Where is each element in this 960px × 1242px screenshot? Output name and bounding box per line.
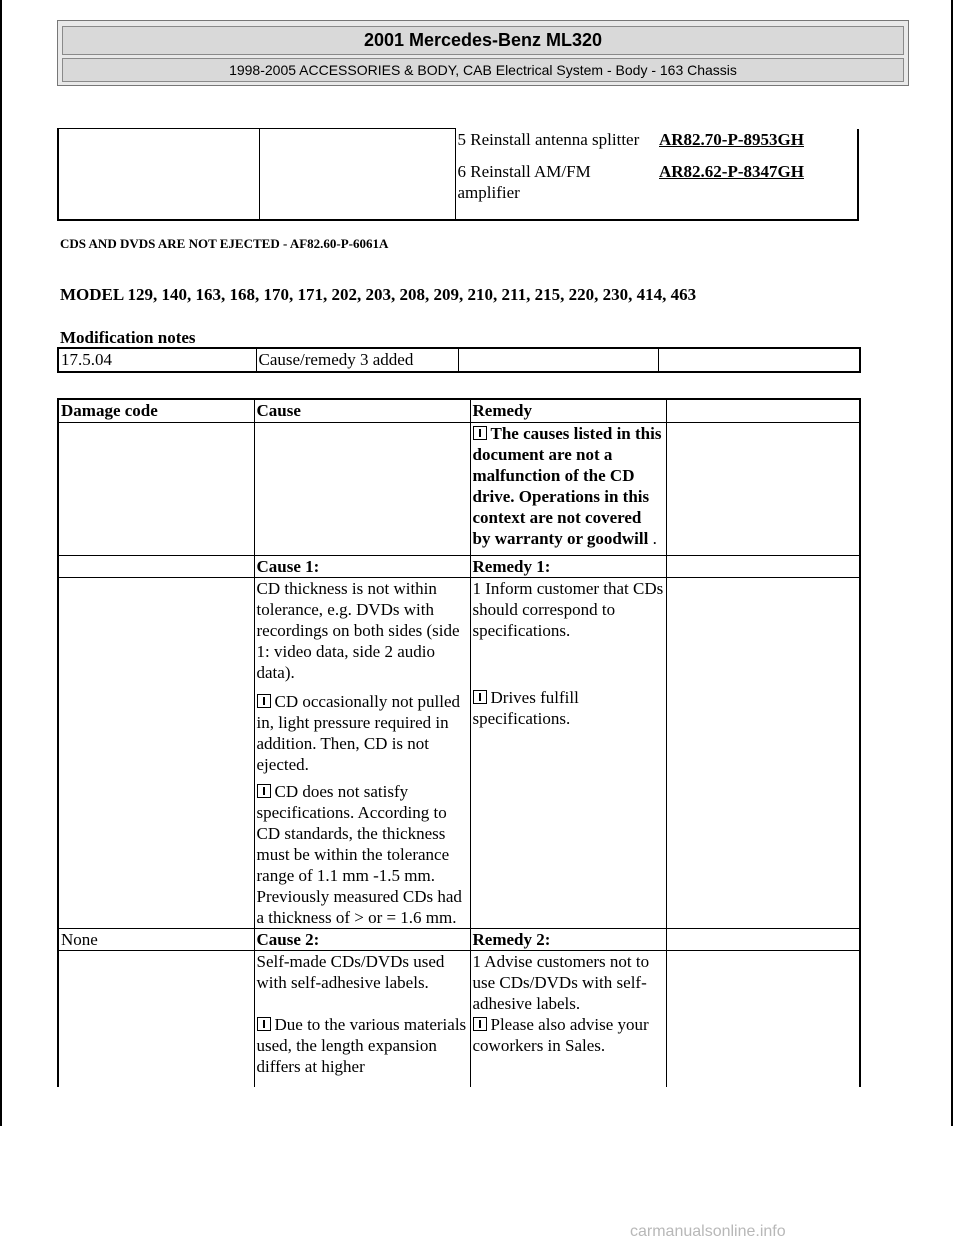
modification-notes-heading: Modification notes [60,328,196,347]
note-icon [473,1017,487,1031]
table-cell [58,951,254,1088]
table-row [58,423,860,556]
table-cell [58,578,254,929]
table-cell [666,423,860,556]
reference-link[interactable]: AR82.70-P-8953GH [659,129,804,149]
cause-1-note-1: CD occasionally not pulled in, light pressure required in addition. Then, CD is not ejected. [256,692,461,774]
column-header-damage-code: Damage code [58,399,254,423]
cause-1-note-2: CD does not satisfy specifications. According to CD standards, the thickness must be within the tolerance range of 1.1 mm -1.5 mm. Previously measured CDs had a thickness of > or = 1.6 mm. [256,782,462,927]
step-cell: 6 Reinstall AM/FM amplifier [455,157,657,220]
table-cell [254,423,470,556]
banner-subtitle: 1998-2005 ACCESSORIES & BODY, CAB Electrical System - Body - 163 Chassis [62,58,904,82]
cause-1-text: CD thickness is not within tolerance, e.g. DVDs with recordings on both sides (side 1: video data, side 2 audio data). [256,579,460,682]
table-cell [666,399,860,423]
note-icon [473,426,487,440]
table-row [58,929,860,951]
warranty-note: The causes listed in this document are not a malfunction of the CD drive. Operations in this context are not covered by warranty or goodwill . [470,423,666,556]
cause-2-label: Cause 2: [254,929,470,951]
remedy-2-note-1: Please also advise your coworkers in Sales. [472,1015,649,1055]
note-icon [257,694,271,708]
cause-1-details [254,578,470,929]
table-cell [259,129,455,221]
table-row [58,951,860,1088]
column-header-remedy: Remedy [470,399,666,423]
banner-title: 2001 Mercedes-Benz ML320 [62,26,904,55]
document-banner [57,20,909,86]
procedure-table [57,128,859,221]
note-icon [473,690,487,704]
page-border-right [951,0,953,1126]
remedy-1-label: Remedy 1: [470,556,666,578]
remedy-1-note-1: Drives fulfill specifications. [472,688,579,728]
cause-remedy-table [57,398,861,1087]
damage-code-2: None [58,929,254,951]
cause-2-note-1: Due to the various materials used, the length expansion differs at higher [256,1015,467,1076]
table-cell [666,556,860,578]
table-row [58,578,860,929]
note-icon [257,1017,271,1031]
table-cell [666,929,860,951]
cause-2-details [254,951,470,1088]
cause-1-label: Cause 1: [254,556,470,578]
document-title: CDS AND DVDS ARE NOT EJECTED - AF82.60-P-6061A [60,236,389,251]
note-icon [257,784,271,798]
model-list: MODEL 129, 140, 163, 168, 170, 171, 202, 203, 208, 209, 210, 211, 215, 220, 230, 414, 463 [60,285,697,304]
table-cell [458,348,658,372]
reference-link[interactable]: AR82.62-P-8347GH [659,161,804,181]
cause-2-text: Self-made CDs/DVDs used with self-adhesive labels. [256,952,445,992]
modification-date: 17.5.04 [58,348,256,372]
remedy-1-text: 1 Inform customer that CDs should correspond to specifications. [472,579,664,640]
page-border-left [0,0,2,1126]
remedy-2-details [470,951,666,1088]
table-row [58,556,860,578]
table-cell [666,951,860,1088]
modification-notes-table [57,347,861,373]
table-header-row [58,399,860,423]
table-cell [58,556,254,578]
remedy-2-text: 1 Advise customers not to use CDs/DVDs with self-adhesive labels. [472,952,650,1013]
table-row [58,348,860,372]
modification-text: Cause/remedy 3 added [256,348,458,372]
table-cell [58,423,254,556]
table-cell [658,348,860,372]
table-cell [666,578,860,929]
remedy-2-label: Remedy 2: [470,929,666,951]
footer-watermark: carmanualsonline.info [630,1223,786,1240]
table-cell [58,129,259,221]
step-cell: 5 Reinstall antenna splitter [455,129,657,157]
column-header-cause: Cause [254,399,470,423]
table-row [58,129,858,157]
remedy-1-details [470,578,666,929]
